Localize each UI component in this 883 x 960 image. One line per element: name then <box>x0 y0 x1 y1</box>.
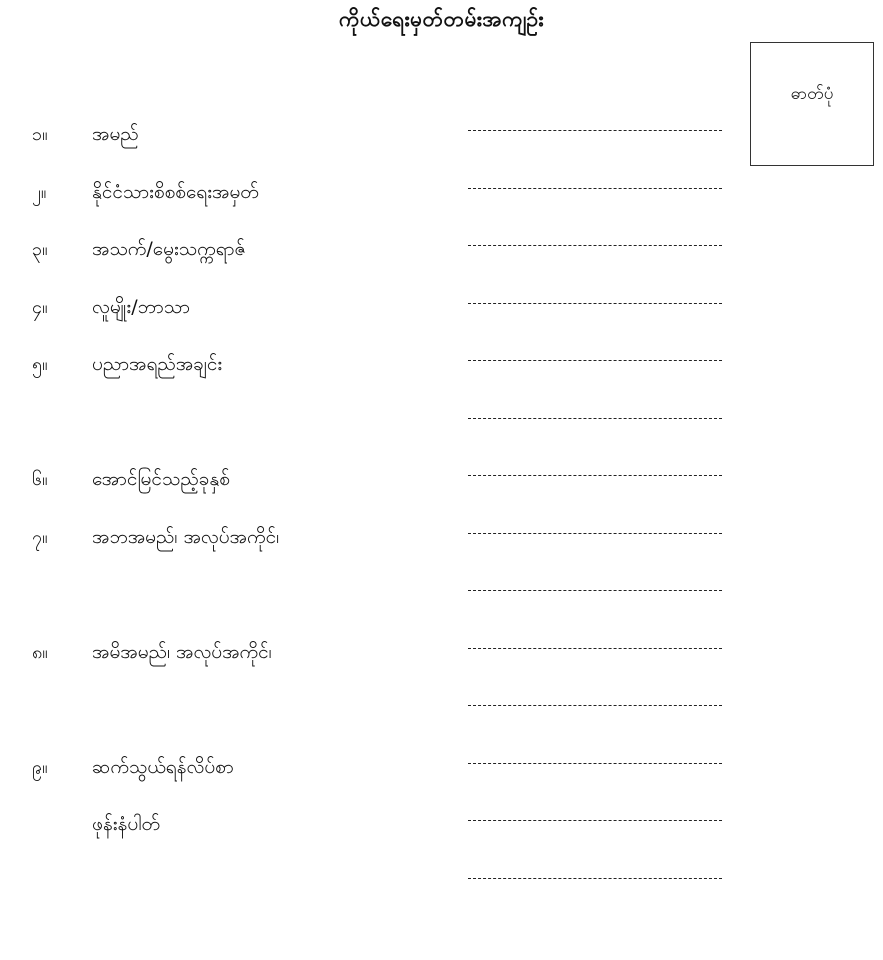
mother-extra-blank[interactable] <box>468 705 722 729</box>
field-row-phone <box>0 812 883 842</box>
field-number: ၄။ <box>32 297 48 318</box>
field-row-father <box>0 525 883 555</box>
field-number: ၁။ <box>32 124 48 145</box>
field-row-education <box>0 352 883 382</box>
field-row-age <box>0 237 883 267</box>
field-label-education: ပညာအရည်အချင်း <box>92 353 223 375</box>
nrc-blank[interactable] <box>468 188 722 212</box>
education-extra-blank[interactable] <box>468 418 722 442</box>
field-row-mother-extra <box>0 697 883 727</box>
field-number: ၈။ <box>32 642 48 663</box>
field-label-nrc: နိုင်ငံသားစိစစ်ရေးအမှတ် <box>92 181 259 203</box>
field-label-graduation-year: အောင်မြင်သည့်ခုနှစ် <box>92 468 230 490</box>
form-title: ကိုယ်ရေးမှတ်တမ်းအကျဉ်း <box>338 7 545 31</box>
father-blank[interactable] <box>468 533 722 557</box>
field-row-nrc <box>0 180 883 210</box>
field-label-name: အမည် <box>92 123 139 145</box>
field-label-address: ဆက်သွယ်ရန်လိပ်စာ <box>92 756 234 778</box>
mother-blank[interactable] <box>468 648 722 672</box>
field-number: ၉။ <box>32 757 48 778</box>
field-label-phone: ဖုန်းနံပါတ် <box>92 813 160 835</box>
field-row-name <box>0 122 883 152</box>
field-row-graduation-year <box>0 467 883 497</box>
name-blank[interactable] <box>468 130 722 154</box>
phone-blank[interactable] <box>468 820 722 844</box>
field-label-mother: အမိအမည်၊ အလုပ်အကိုင်၊ <box>92 641 272 663</box>
field-number: ၆။ <box>32 469 48 490</box>
graduation-year-blank[interactable] <box>468 475 722 499</box>
field-row-race-religion <box>0 295 883 325</box>
race-religion-blank[interactable] <box>468 303 722 327</box>
field-label-father: အဘအမည်၊ အလုပ်အကိုင်၊ <box>92 526 280 548</box>
field-label-age: အသက်/မွေးသက္ကရာဇ် <box>92 238 246 260</box>
field-label-race-religion: လူမျိုး/ဘာသာ <box>92 296 190 318</box>
education-blank[interactable] <box>468 360 722 384</box>
father-extra-blank[interactable] <box>468 590 722 614</box>
field-row-phone-extra <box>0 870 883 900</box>
address-blank[interactable] <box>468 763 722 787</box>
field-row-mother <box>0 640 883 670</box>
field-row-education-extra <box>0 410 883 440</box>
field-row-father-extra <box>0 582 883 612</box>
age-blank[interactable] <box>468 245 722 269</box>
field-number: ၅။ <box>32 354 48 375</box>
photo-label: ဓာတ်ပုံ <box>790 84 834 104</box>
phone-extra-blank[interactable] <box>468 878 722 902</box>
field-number: ၂။ <box>32 182 47 203</box>
field-row-address <box>0 755 883 785</box>
field-number: ၇။ <box>32 527 48 548</box>
field-number: ၃။ <box>32 239 48 260</box>
